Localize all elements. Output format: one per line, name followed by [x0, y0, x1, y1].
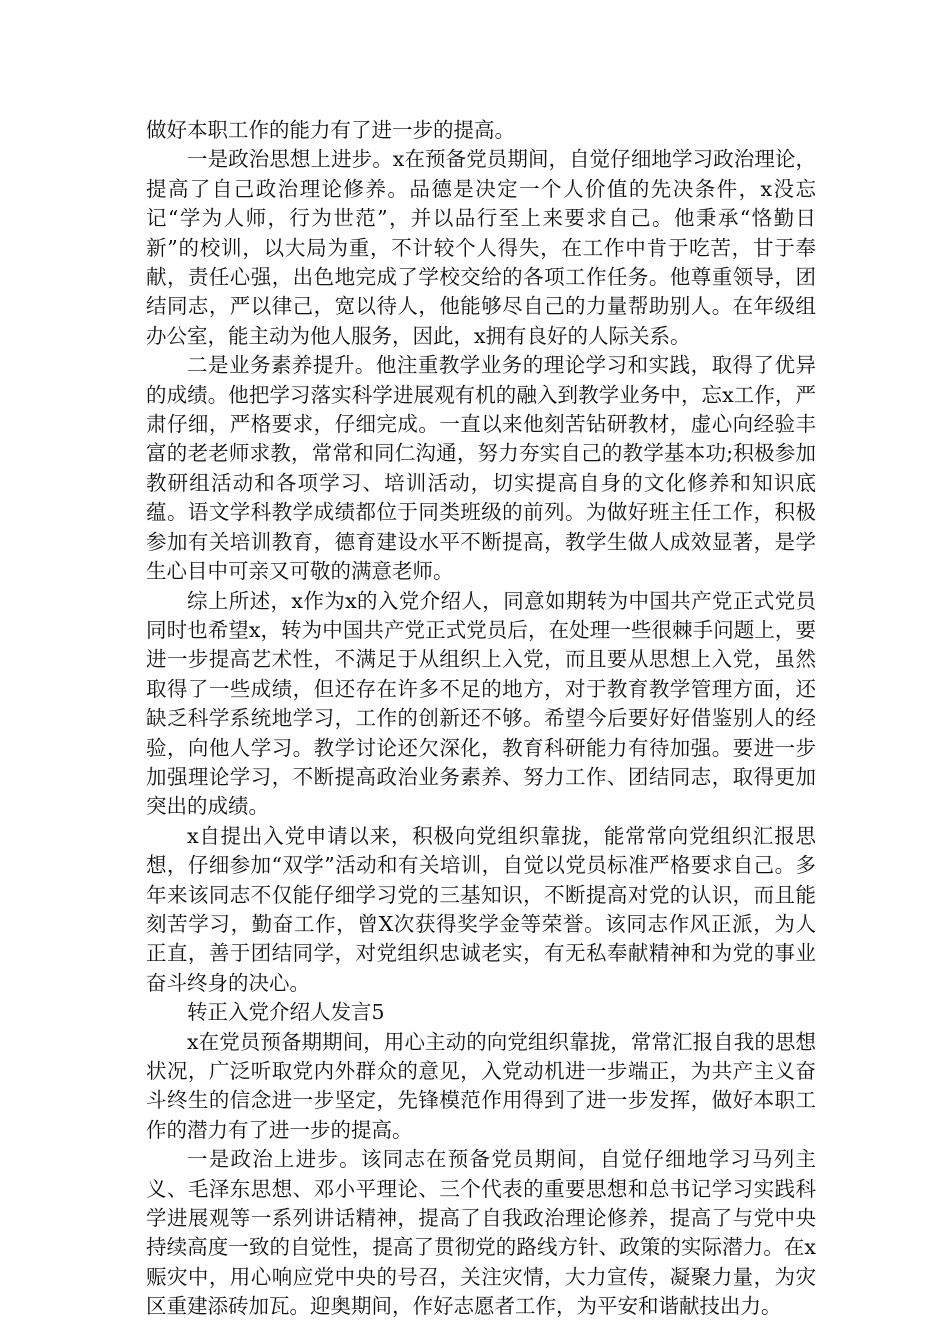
- paragraph-application-history: x自提出入党申请以来，积极向党组织靠拢，能常常向党组织汇报思想，仔细参加“双学”活动和有关培训，自觉以党员标准严格要求自己。多年来该同志不仅能仔细学习党的三基知识，不断提高对党的认识，而且能刻苦学习，勤奋工作，曾X次获得奖学金等荣誉。该同志作风正派，为人正直，善于团结同学，对党组织忠诚老实，有无私奉献精神和为党的事业奋斗终身的决心。: [146, 823, 816, 995]
- section-heading: 转正入党介绍人发言5: [187, 1000, 385, 1025]
- paragraph-continuation: 做好本职工作的能力有了进一步的提高。: [146, 118, 515, 142]
- paragraph-summary: 综上所述，x作为x的入党介绍人，同意如期转为中国共产党正式党员同时也希望x，转为中国共产党正式党员后，在处理一些很棘手问题上，要进一步提高艺术性，不满足于从组织上入党，而且要从思想上入党，虽然取得了一些成绩，但还存在许多不足的地方，对于教育教学管理方面，还缺乏科学系统地学习，工作的创新还不够。希望今后要好好借鉴别人的经验，向他人学习。教学讨论还欠深化，教育科研能力有待加强。要进一步加强理论学习，不断提高政治业务素养、努力工作、团结同志，取得更加突出的成绩。: [146, 588, 816, 819]
- paragraph-probation-period: x在党员预备期期间，用心主动的向党组织靠拢，常常汇报自我的思想状况，广泛听取党内外群众的意见，入党动机进一步端正，为共产主义奋斗终生的信念进一步坚定，先锋模范作用得到了进一步发挥，做好本职工作的潜力有了进一步的提高。: [146, 1029, 816, 1142]
- paragraph-political-progress: 一是政治上进步。该同志在预备党员期间，自觉仔细地学习马列主义、毛泽东思想、邓小平理论、三个代表的重要思想和总书记学习实践科学进展观等一系列讲话精神，提高了自我政治理论修养，提高了与党中央持续高度一致的自觉性，提高了贯彻党的路线方针、政策的实际潜力。在x赈灾中，用心响应党中央的号召，关注灾情，大力宣传，凝聚力量，为灾区重建添砖加瓦。迎奥期间，作好志愿者工作，为平安和谐献技出力。: [146, 1147, 816, 1319]
- document-body: [146, 116, 816, 1322]
- paragraph-professional-quality: 二是业务素养提升。他注重教学业务的理论学习和实践，取得了优异的成绩。他把学习落实科学进展观有机的融入到教学业务中，忘x工作，严肃仔细，严格要求，仔细完成。一直以来他刻苦钻研教材，虚心向经验丰富的老老师求教，常常和同仁沟通，努力夯实自己的教学基本功;积极参加教研组活动和各项学习、培训活动，切实提高自身的文化修养和知识底蕴。语文学科教学成绩都位于同类班级的前列。为做好班主任工作，积极参加有关培训教育，德育建设水平不断提高，教学生做人成效显著，是学生心目中可亲又可敬的满意老师。: [146, 353, 816, 584]
- paragraph-political-thought: 一是政治思想上进步。x在预备党员期间，自觉仔细地学习政治理论，提高了自己政治理论修养。品德是决定一个人价值的先决条件，x没忘记“学为人师，行为世范”，并以品行至上来要求自己。他秉承“恪勤日新”的校训，以大局为重，不计较个人得失，在工作中肯于吃苦，甘于奉献，责任心强，出色地完成了学校交给的各项工作任务。他尊重领导，团结同志，严以律己，宽以待人，他能够尽自己的力量帮助别人。在年级组办公室，能主动为他人服务，因此，x拥有良好的人际关系。: [146, 147, 816, 348]
